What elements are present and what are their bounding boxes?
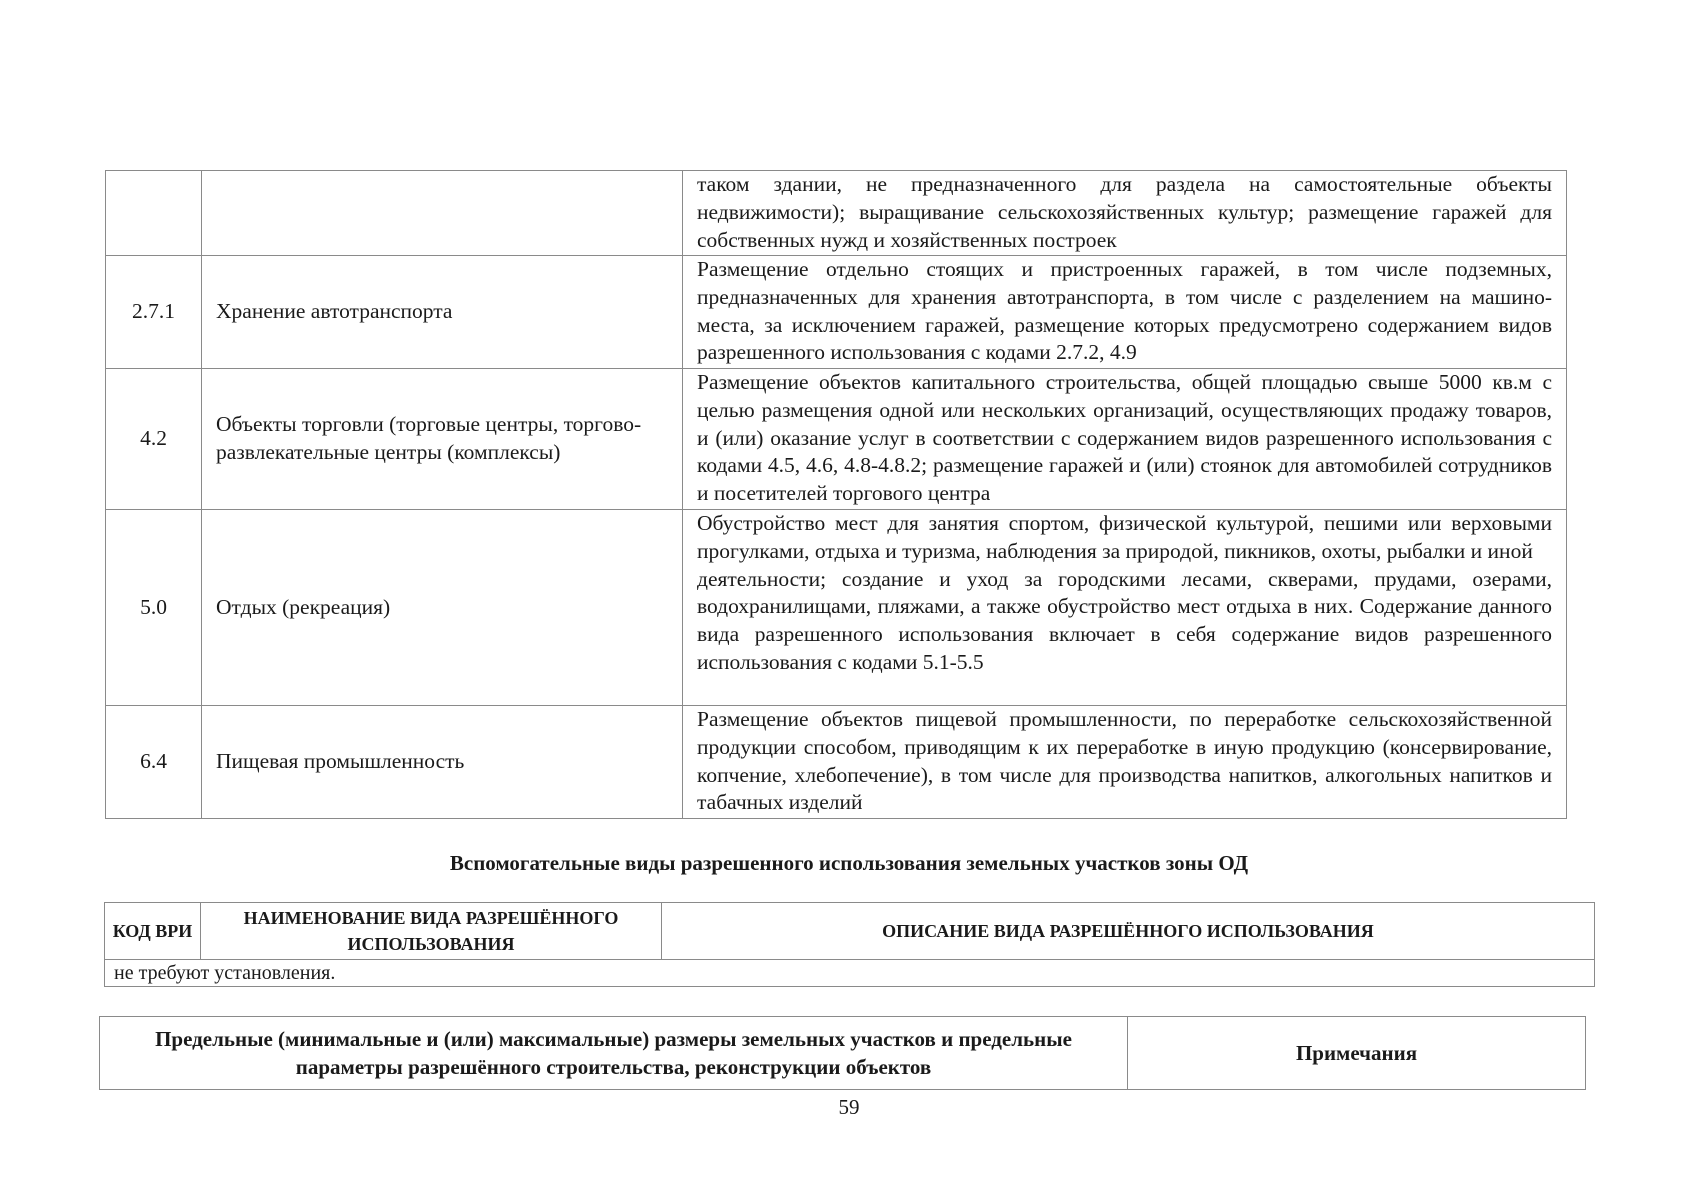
auxiliary-uses-table [104, 902, 1595, 987]
use-name-cell [202, 171, 683, 256]
column-header-description: ОПИСАНИЕ ВИДА РАЗРЕШЁННОГО ИСПОЛЬЗОВАНИЯ [662, 903, 1595, 960]
use-description-cell [683, 256, 1567, 369]
table-header-row [100, 1017, 1586, 1090]
description-paragraph: Размещение объектов пищевой промышленности, по переработке сельскохозяйственной продукции способом, приводящим к их переработке в иную продукцию (консервирование, копчение, хлебопечение), в том числе для производства напитков, алкогольных напитков и табачных изделий [697, 707, 1552, 815]
table-row [106, 510, 1567, 706]
use-name-cell: Хранение автотранспорта [202, 256, 683, 369]
use-code-cell: 4.2 [106, 369, 202, 510]
table-row [106, 369, 1567, 510]
description-paragraph: таком здании, не предназначенного для раздела на самостоятельные объекты недвижимости); выращивание сельскохозяйственных культур; размещение гаражей для собственных нужд и хозяйственных построек [697, 172, 1552, 252]
column-header-limits: Предельные (минимальные и (или) максимальные) размеры земельных участков и предельные параметры разрешённого строительства, реконструкции объектов [100, 1017, 1128, 1090]
use-name-cell: Объекты торговли (торговые центры, торгово-развлекательные центры (комплексы) [202, 369, 683, 510]
page-number: 59 [838, 1095, 860, 1119]
description-paragraph: Размещение отдельно стоящих и пристроенных гаражей, в том числе подземных, предназначенных для хранения автотранспорта, в том числе с разделением на машино-места, за исключением гаражей, размещение которых предусмотрено содержанием видов разрешенного использования с кодами 2.7.2, 4.9 [697, 257, 1552, 365]
use-description-cell [683, 706, 1567, 819]
use-name-cell: Отдых (рекреация) [202, 510, 683, 706]
use-code-cell: 2.7.1 [106, 256, 202, 369]
aux-table-note: не требуют установления. [105, 960, 1595, 987]
limits-table [99, 1016, 1586, 1090]
section-heading: Вспомогательные виды разрешенного использования земельных участков зоны ОД [449, 851, 1249, 875]
table-row [106, 171, 1567, 256]
use-code-cell [106, 171, 202, 256]
table-row [105, 960, 1595, 987]
description-paragraph: Обустройство мест для занятия спортом, физической культурой, пешими или верховыми прогулками, отдыха и туризма, наблюдения за природой, пикников, охоты, рыбалки и иной [697, 511, 1552, 563]
use-code-cell: 5.0 [106, 510, 202, 706]
use-name-cell: Пищевая промышленность [202, 706, 683, 819]
table-row [106, 256, 1567, 369]
use-description-cell [683, 369, 1567, 510]
permitted-use-table [105, 170, 1567, 819]
table-header-row [105, 903, 1595, 960]
use-description-cell [683, 510, 1567, 706]
use-description-cell [683, 171, 1567, 256]
description-paragraph: Размещение объектов капитального строительства, общей площадью свыше 5000 кв.м с целью размещения одной или нескольких организаций, осуществляющих продажу товаров, и (или) оказание услуг в соответствии с содержанием видов разрешенного использования с кодами 4.5, 4.6, 4.8-4.8.2; размещение гаражей и (или) стоянок для автомобилей сотрудников и посетителей торгового центра [697, 370, 1552, 506]
column-header-name: НАИМЕНОВАНИЕ ВИДА РАЗРЕШЁННОГО ИСПОЛЬЗОВАНИЯ [201, 903, 662, 960]
column-header-notes: Примечания [1128, 1017, 1586, 1090]
description-paragraph: деятельности; создание и уход за городскими лесами, скверами, прудами, озерами, водохранилищами, пляжами, а также обустройство мест отдыха в них. Содержание данного вида разрешенного использования включает в себя содержание видов разрешенного использования с кодами 5.1-5.5 [697, 566, 1552, 674]
use-code-cell: 6.4 [106, 706, 202, 819]
column-header-code: КОД ВРИ [105, 903, 201, 960]
table-row [106, 706, 1567, 819]
